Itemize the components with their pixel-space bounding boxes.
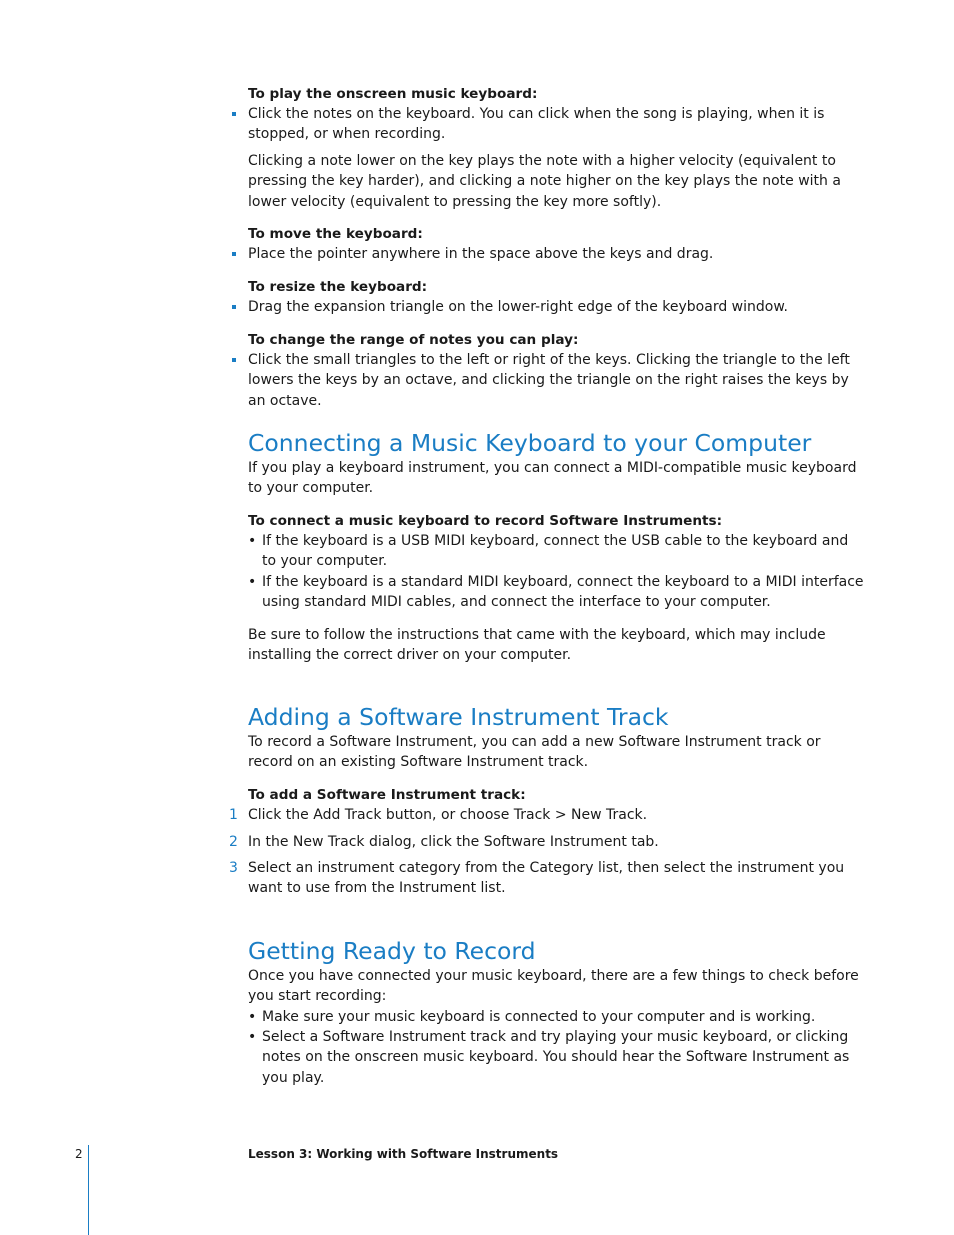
step-text: In the New Track dialog, click the Software Instrument tab.: [248, 834, 659, 850]
step-number: 1: [229, 807, 238, 823]
bullet-square-icon: [232, 305, 236, 309]
paragraph: To record a Software Instrument, you can add a new Software Instrument track or record on an existing Software Instrument track.: [248, 734, 821, 771]
paragraph: Clicking a note lower on the key plays the note with a higher velocity (equivalent to pressing the key harder), and clicking a note higher on the key plays the note with a lower velocity (equivalent to pressing the key more softly).: [248, 153, 841, 210]
paragraph: Once you have connected your music keyboard, there are a few things to check before you start recording:: [248, 968, 859, 1005]
procedure-heading: To move the keyboard:: [248, 226, 423, 242]
bullet-text: If the keyboard is a standard MIDI keyboard, connect the keyboard to a MIDI interface using standard MIDI cables, and connect the interface to your computer.: [262, 574, 864, 611]
step-number: 3: [229, 860, 238, 876]
bullet-square-icon: [232, 112, 236, 116]
bullet-text: Make sure your music keyboard is connected to your computer and is working.: [262, 1009, 816, 1025]
bullet-dot-icon: •: [248, 1029, 257, 1045]
section-heading: Connecting a Music Keyboard to your Computer: [248, 429, 812, 457]
page-number: 2: [75, 1147, 83, 1161]
bullet-dot-icon: •: [248, 574, 257, 590]
bullet-text: Click the notes on the keyboard. You can click when the song is playing, when it is stopped, or when recording.: [248, 106, 825, 143]
bullet-dot-icon: •: [248, 1009, 257, 1025]
step-number: 2: [229, 834, 238, 850]
footer-rule: [88, 1145, 89, 1235]
bullet-dot-icon: •: [248, 533, 257, 549]
procedure-heading: To add a Software Instrument track:: [248, 787, 526, 803]
procedure-heading: To change the range of notes you can play:: [248, 332, 579, 348]
step-text: Select an instrument category from the Category list, then select the instrument you want to use from the Instrument list.: [248, 860, 845, 897]
section-heading: Adding a Software Instrument Track: [248, 703, 669, 731]
footer-title: Lesson 3: Working with Software Instruments: [248, 1147, 559, 1161]
bullet-text: Place the pointer anywhere in the space above the keys and drag.: [248, 246, 714, 262]
bullet-text: Select a Software Instrument track and try playing your music keyboard, or clicking notes on the onscreen music keyboard. You should hear the Software Instrument as you play.: [262, 1029, 850, 1086]
paragraph: If you play a keyboard instrument, you can connect a MIDI-compatible music keyboard to your computer.: [248, 460, 857, 497]
procedure-heading: To play the onscreen music keyboard:: [248, 86, 538, 102]
procedure-heading: To resize the keyboard:: [248, 279, 428, 295]
paragraph: Be sure to follow the instructions that came with the keyboard, which may include installing the correct driver on your computer.: [248, 627, 826, 664]
bullet-square-icon: [232, 358, 236, 362]
bullet-text: Click the small triangles to the left or right of the keys. Clicking the triangle to the left lowers the keys by an octave, and clicking the triangle on the right raises the keys by an octave.: [248, 352, 850, 409]
step-text: Click the Add Track button, or choose Track > New Track.: [248, 807, 648, 823]
bullet-square-icon: [232, 252, 236, 256]
section-heading: Getting Ready to Record: [248, 937, 536, 965]
bullet-text: If the keyboard is a USB MIDI keyboard, connect the USB cable to the keyboard and to your computer.: [262, 533, 849, 570]
procedure-heading: To connect a music keyboard to record Software Instruments:: [248, 513, 723, 529]
bullet-text: Drag the expansion triangle on the lower-right edge of the keyboard window.: [248, 299, 788, 315]
